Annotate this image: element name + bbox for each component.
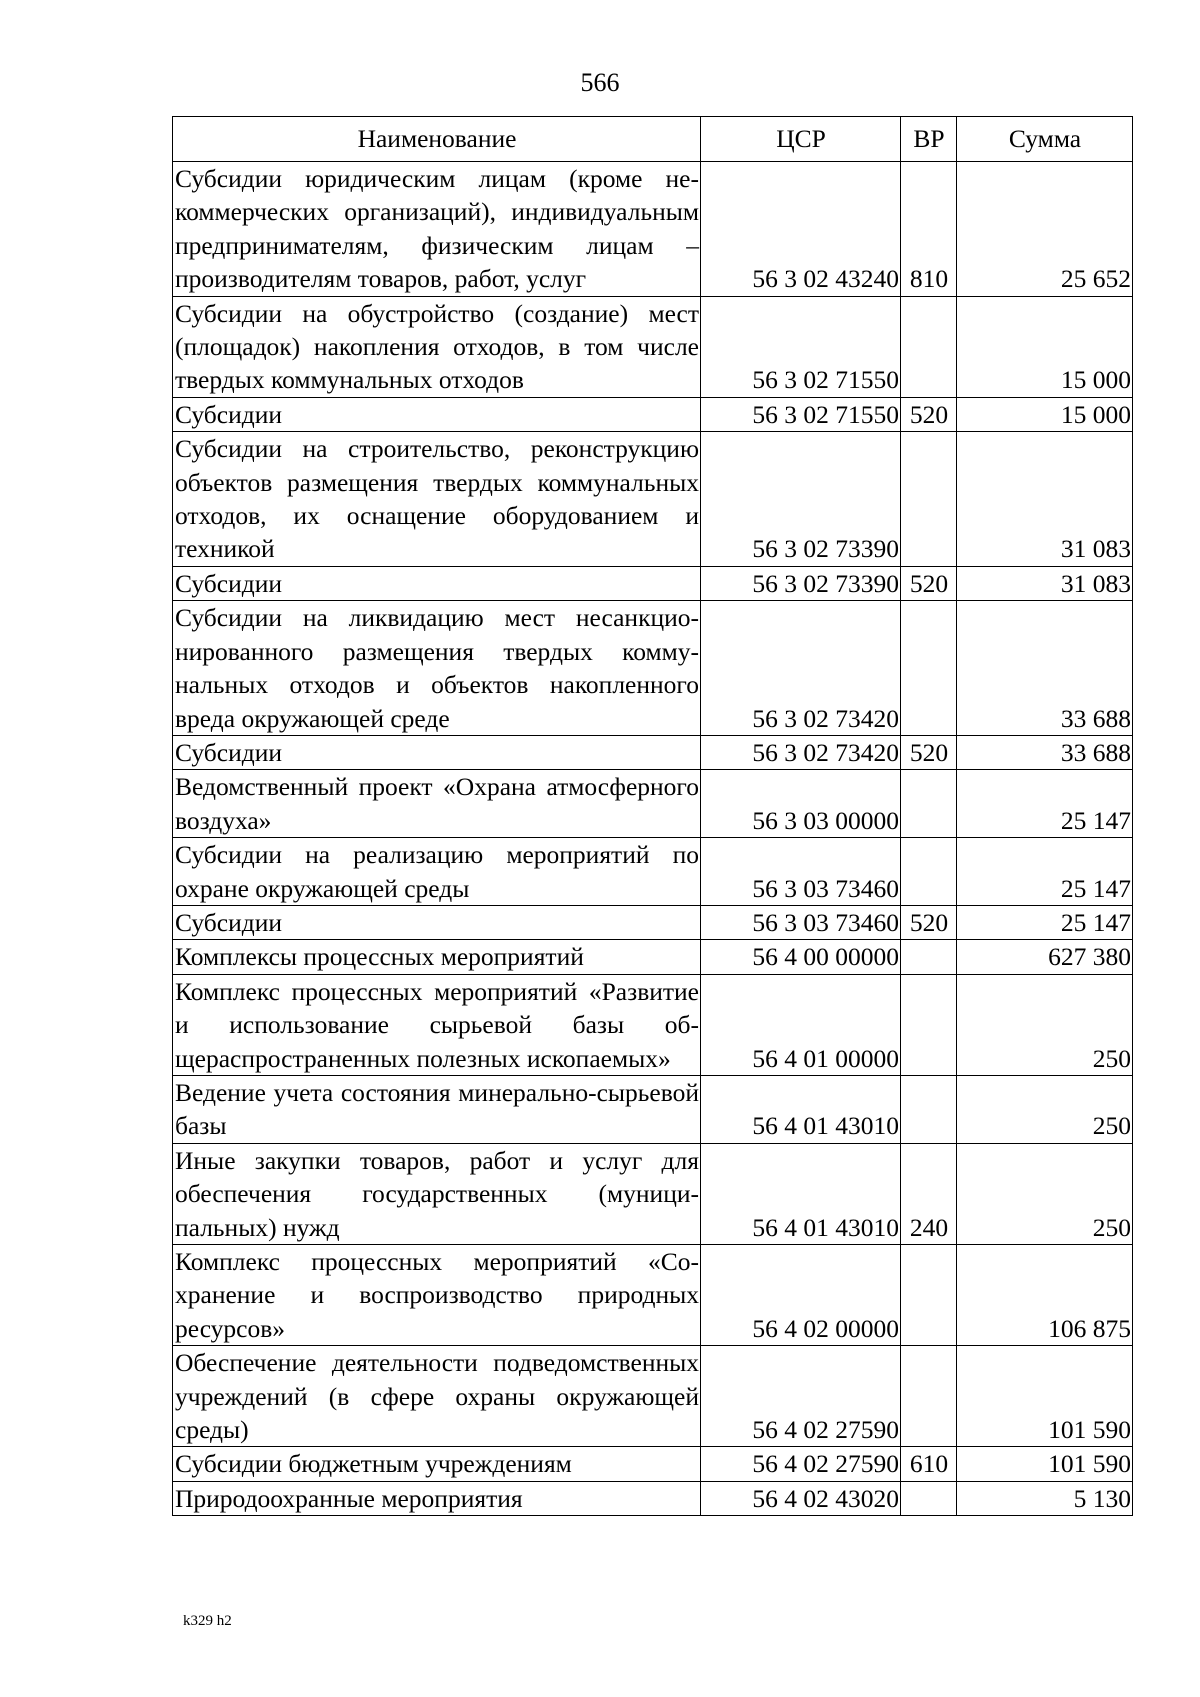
- table-cell-name: Субсидии: [173, 735, 701, 769]
- header-name: Наименование: [173, 117, 701, 162]
- table-row: [173, 905, 1133, 939]
- table-cell-csr: 56 4 01 43010: [701, 1143, 901, 1244]
- table-cell-csr: 56 3 03 73460: [701, 838, 901, 906]
- table-cell-csr: 56 3 02 73420: [701, 735, 901, 769]
- table-cell-name: Субсидии на реализацию мероприятий по охране окружающей среды: [173, 838, 701, 906]
- table-cell-vr: [901, 974, 957, 1075]
- table-header: [173, 117, 1133, 162]
- table-cell-sum: 33 688: [957, 601, 1133, 736]
- table-cell-name: Комплекс процессных мероприятий «Сохранение и воспроизводство природных ресурсов»: [173, 1245, 701, 1346]
- table-cell-sum: 25 147: [957, 905, 1133, 939]
- table-cell-vr: 240: [901, 1143, 957, 1244]
- table-cell-sum: 5 130: [957, 1481, 1133, 1515]
- table-row: [173, 838, 1133, 906]
- table-cell-csr: 56 4 00 00000: [701, 940, 901, 974]
- table-cell-sum: 33 688: [957, 735, 1133, 769]
- table-cell-sum: 627 380: [957, 940, 1133, 974]
- page-number: 566: [580, 68, 620, 97]
- table-cell-vr: [901, 770, 957, 838]
- table-body: [173, 162, 1133, 1516]
- table-row: [173, 296, 1133, 397]
- table-cell-vr: [901, 601, 957, 736]
- table-cell-sum: 31 083: [957, 566, 1133, 600]
- table-cell-sum: 106 875: [957, 1245, 1133, 1346]
- table-cell-sum: 101 590: [957, 1447, 1133, 1481]
- table-cell-csr: 56 4 01 00000: [701, 974, 901, 1075]
- table-cell-name: Субсидии бюджетным учреждениям: [173, 1447, 701, 1481]
- header-csr: ЦСР: [701, 117, 901, 162]
- table-cell-vr: 520: [901, 735, 957, 769]
- table-cell-csr: 56 4 01 43010: [701, 1075, 901, 1143]
- table-row: [173, 1075, 1133, 1143]
- table-cell-csr: 56 4 02 27590: [701, 1346, 901, 1447]
- table-row: [173, 1481, 1133, 1515]
- table-cell-sum: 31 083: [957, 432, 1133, 567]
- table-cell-name: Субсидии на ликвидацию мест несанкционированного размещения твердых коммунальных отходов и объектов накопленного вреда окружающей среде: [173, 601, 701, 736]
- table-row: [173, 1346, 1133, 1447]
- table-cell-vr: 610: [901, 1447, 957, 1481]
- table-cell-name: Обеспечение деятельности подведомственных учреждений (в сфере охраны окружающей среды): [173, 1346, 701, 1447]
- table-cell-vr: [901, 1245, 957, 1346]
- table-row: [173, 1245, 1133, 1346]
- table-row: [173, 601, 1133, 736]
- table-row: [173, 162, 1133, 297]
- table-cell-sum: 250: [957, 1143, 1133, 1244]
- footer-code: k329 h2: [183, 1613, 232, 1629]
- table-row: [173, 974, 1133, 1075]
- table-cell-vr: 520: [901, 397, 957, 431]
- table-cell-sum: 25 652: [957, 162, 1133, 297]
- table-cell-vr: [901, 432, 957, 567]
- table-row: [173, 1447, 1133, 1481]
- table-cell-vr: [901, 1481, 957, 1515]
- table-cell-vr: [901, 838, 957, 906]
- table-row: [173, 397, 1133, 431]
- table-cell-csr: 56 4 02 43020: [701, 1481, 901, 1515]
- table-cell-vr: [901, 1075, 957, 1143]
- table-cell-csr: 56 3 02 43240: [701, 162, 901, 297]
- table-cell-sum: 15 000: [957, 397, 1133, 431]
- table-cell-vr: [901, 940, 957, 974]
- table-cell-csr: 56 4 02 27590: [701, 1447, 901, 1481]
- table-cell-csr: 56 3 02 71550: [701, 397, 901, 431]
- table-row: [173, 940, 1133, 974]
- table-cell-name: Ведомственный проект «Охрана атмосферного воздуха»: [173, 770, 701, 838]
- table-cell-name: Иные закупки товаров, работ и услуг для обеспечения государственных (муниципальных) нужд: [173, 1143, 701, 1244]
- table-cell-csr: 56 3 02 71550: [701, 296, 901, 397]
- table-cell-csr: 56 3 02 73390: [701, 432, 901, 567]
- table-cell-name: Комплекс процессных мероприятий «Развитие и использование сырьевой базы общераспространенных полезных ископаемых»: [173, 974, 701, 1075]
- header-vr: ВР: [901, 117, 957, 162]
- table-row: [173, 566, 1133, 600]
- table-cell-name: Субсидии на обустройство (создание) мест (площадок) накопления отходов, в том числе твердых коммунальных отходов: [173, 296, 701, 397]
- table-cell-vr: [901, 296, 957, 397]
- table-cell-vr: 520: [901, 566, 957, 600]
- table-cell-vr: 520: [901, 905, 957, 939]
- table-cell-name: Субсидии: [173, 566, 701, 600]
- table-cell-sum: 250: [957, 974, 1133, 1075]
- table-cell-sum: 250: [957, 1075, 1133, 1143]
- table-row: [173, 1143, 1133, 1244]
- table-cell-name: Комплексы процессных мероприятий: [173, 940, 701, 974]
- table-cell-name: Субсидии: [173, 905, 701, 939]
- table-cell-name: Субсидии юридическим лицам (кроме некоммерческих организаций), индивидуальным предпринимателям, физическим лицам – производителям товаров, работ, услуг: [173, 162, 701, 297]
- table-cell-csr: 56 3 03 73460: [701, 905, 901, 939]
- table-cell-csr: 56 3 02 73390: [701, 566, 901, 600]
- table-cell-sum: 25 147: [957, 838, 1133, 906]
- table-cell-sum: 101 590: [957, 1346, 1133, 1447]
- table-cell-sum: 15 000: [957, 296, 1133, 397]
- table-cell-name: Субсидии на строительство, реконструкцию объектов размещения твердых коммунальных отходов, их оснащение оборудованием и техникой: [173, 432, 701, 567]
- table-cell-vr: 810: [901, 162, 957, 297]
- table-cell-csr: 56 3 03 00000: [701, 770, 901, 838]
- budget-table: [172, 116, 1133, 1516]
- table-row: [173, 770, 1133, 838]
- table-cell-csr: 56 3 02 73420: [701, 601, 901, 736]
- table-cell-name: Ведение учета состояния минерально-сырьевой базы: [173, 1075, 701, 1143]
- table-cell-vr: [901, 1346, 957, 1447]
- table-cell-name: Природоохранные мероприятия: [173, 1481, 701, 1515]
- header-sum: Сумма: [957, 117, 1133, 162]
- table-row: [173, 432, 1133, 567]
- table-cell-name: Субсидии: [173, 397, 701, 431]
- table-cell-csr: 56 4 02 00000: [701, 1245, 901, 1346]
- table-row: [173, 735, 1133, 769]
- table-cell-sum: 25 147: [957, 770, 1133, 838]
- header-row: [173, 117, 1133, 162]
